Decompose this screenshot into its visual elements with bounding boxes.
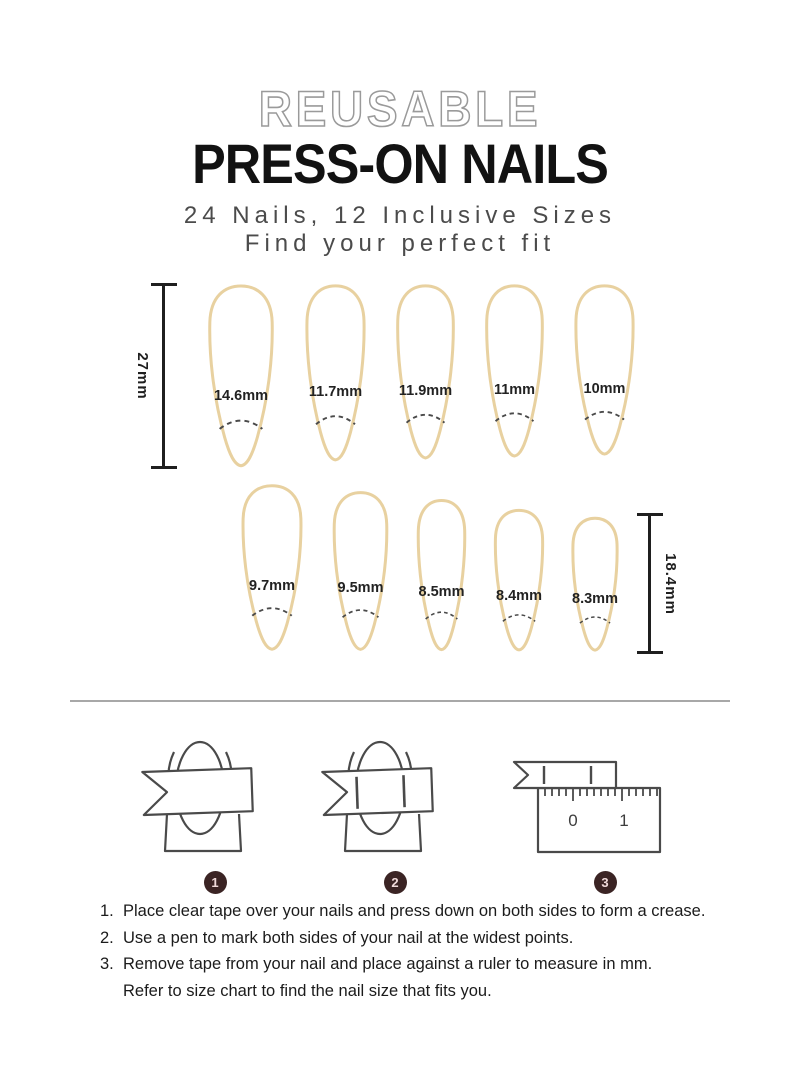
subtitle-line1: 24 Nails, 12 Inclusive Sizes [183, 202, 617, 229]
nail-size-label: 11.7mm [308, 384, 363, 401]
nail-outline [478, 283, 551, 461]
section-divider [70, 700, 730, 702]
nail-shape-icon [200, 283, 282, 471]
outline-title: REUSABLE [258, 81, 542, 137]
step-number: 2. [100, 928, 114, 947]
nail-shape-icon [566, 516, 624, 654]
nail-size-label: 10mm [583, 380, 626, 397]
finger-with-tape-icon [140, 738, 290, 863]
nail-size-label: 14.6mm [213, 387, 269, 404]
smile-line-dashed [426, 612, 458, 619]
nail-outline [411, 498, 472, 654]
header [0, 81, 800, 258]
smile-line-dashed [503, 615, 535, 621]
nail-outline [200, 283, 282, 471]
instruction-step [100, 925, 705, 952]
nail-size-label: 9.5mm [337, 580, 384, 597]
tape-on-ruler-icon [500, 738, 710, 863]
nail-shape-icon [298, 283, 373, 465]
instructions-list [100, 898, 705, 1004]
nail-shape-icon [389, 283, 462, 463]
ruler-number-zero: 0 [568, 811, 578, 830]
step3-diagram [500, 738, 710, 894]
nail-shape-icon [478, 283, 551, 461]
nail-size-label: 11mm [493, 381, 536, 398]
nail-size-label: 8.5mm [418, 583, 465, 600]
nail-shape-icon [411, 498, 472, 654]
step-number: 1. [100, 902, 114, 920]
smile-line-dashed [252, 608, 292, 616]
nail-outline [389, 283, 462, 463]
nail-shape-icon [567, 283, 642, 459]
step-number [100, 978, 123, 1005]
nail-outline [488, 508, 550, 654]
finger-tape-marked-icon [320, 738, 470, 863]
nail-size-label: 9.7mm [249, 577, 295, 594]
ruler-number-one: 1 [619, 811, 629, 830]
step3-badge: 3 [594, 871, 617, 894]
nail-size-label: 11.9mm [398, 383, 453, 399]
pen-mark [403, 775, 404, 807]
step1-diagram [140, 738, 290, 894]
step2-badge: 2 [384, 871, 407, 894]
nail-size-label: 8.4mm [496, 587, 542, 604]
instruction-step [100, 978, 705, 1005]
smile-line-dashed [496, 413, 534, 421]
nail-shape-icon [326, 490, 395, 654]
length-measure-bar-18mm [648, 514, 679, 653]
step2-diagram [320, 738, 470, 894]
nail-size-row-1 [200, 283, 642, 471]
nail-shape-icon [234, 483, 310, 654]
length-measure-bar-27mm [134, 284, 165, 468]
step-text: Refer to size chart to find the nail size that fits you. [123, 981, 492, 1000]
step1-badge: 1 [204, 871, 227, 894]
smile-line-dashed [407, 415, 445, 423]
step-number: 3. [100, 955, 114, 973]
smile-line-dashed [580, 617, 610, 623]
length-label-27mm: 27mm [134, 352, 151, 400]
nail-outline [326, 490, 395, 654]
page-title: PRESS-ON NAILS [192, 132, 608, 195]
pen-mark [356, 777, 357, 809]
measuring-guide-diagrams [140, 738, 710, 894]
instruction-step [100, 898, 705, 925]
smile-line-dashed [220, 421, 263, 429]
length-label-18mm: 18.4mm [662, 552, 679, 615]
smile-line-dashed [343, 610, 379, 617]
nail-outline [566, 516, 624, 654]
nail-outline [298, 283, 373, 465]
step-text: Place clear tape over your nails and press down on both sides to form a crease. [123, 902, 706, 920]
smile-line-dashed [585, 412, 624, 420]
nail-size-row-2 [234, 483, 624, 654]
instruction-step [100, 951, 705, 978]
subtitle-line2: Find your perfect fit [244, 230, 556, 257]
step-text: Use a pen to mark both sides of your nail at the widest points. [123, 928, 574, 947]
nail-shape-icon [488, 508, 550, 654]
nail-outline [234, 483, 310, 654]
nail-outline [567, 283, 642, 459]
step-text: Remove tape from your nail and place against a ruler to measure in mm. [123, 955, 653, 973]
smile-line-dashed [316, 416, 355, 424]
nail-size-label: 8.3mm [572, 590, 618, 607]
